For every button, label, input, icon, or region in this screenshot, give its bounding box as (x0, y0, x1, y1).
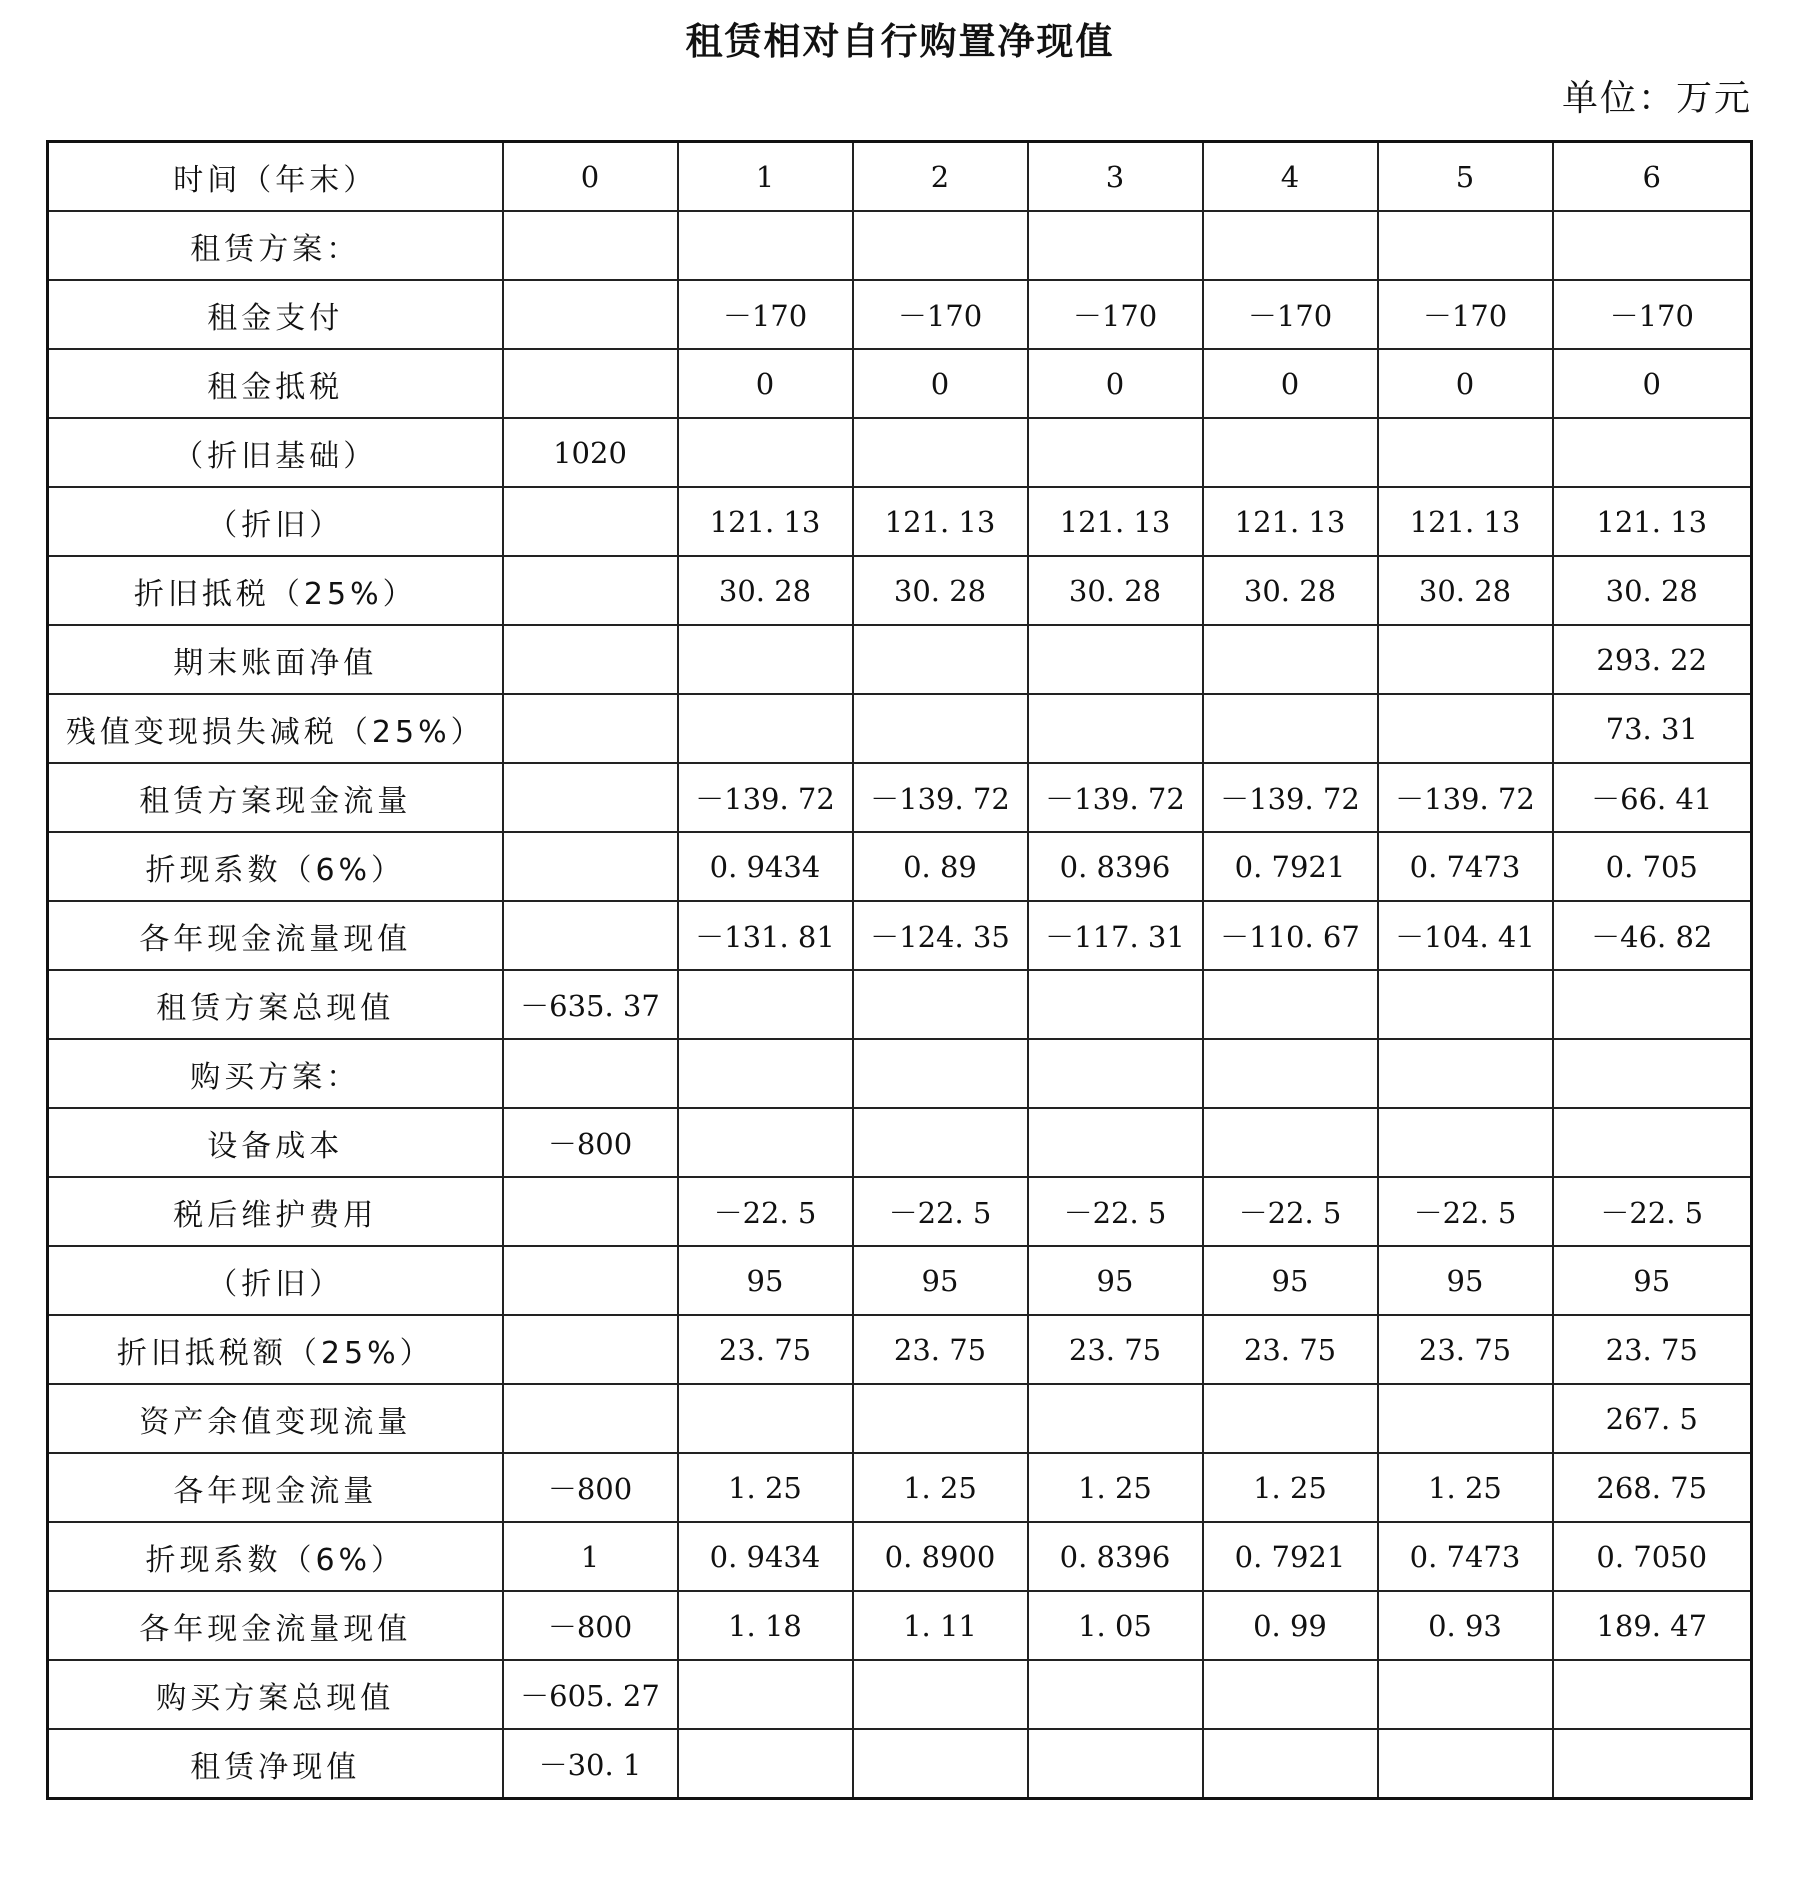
value-cell: 293. 22 (1553, 625, 1752, 694)
value-cell: 0. 9434 (678, 1522, 853, 1591)
value-cell: －139. 72 (853, 763, 1028, 832)
row-label-cell: 设备成本 (48, 1108, 503, 1177)
value-cell: －800 (503, 1108, 678, 1177)
value-cell (503, 280, 678, 349)
value-cell (1378, 1729, 1553, 1799)
value-cell (853, 1108, 1028, 1177)
value-cell: 30. 28 (1378, 556, 1553, 625)
value-cell: 95 (1028, 1246, 1203, 1315)
value-cell: 268. 75 (1553, 1453, 1752, 1522)
value-cell (1203, 694, 1378, 763)
value-cell (853, 1729, 1028, 1799)
row-label-cell: 租赁净现值 (48, 1729, 503, 1799)
header-cell-year: 6 (1553, 142, 1752, 212)
row-label-cell: 资产余值变现流量 (48, 1384, 503, 1453)
value-cell (1553, 1108, 1752, 1177)
value-cell: 1. 18 (678, 1591, 853, 1660)
value-cell: 0. 8900 (853, 1522, 1028, 1591)
value-cell (503, 1177, 678, 1246)
value-cell (503, 694, 678, 763)
value-cell: 0 (1028, 349, 1203, 418)
value-cell (1203, 1660, 1378, 1729)
value-cell (678, 1039, 853, 1108)
value-cell: －139. 72 (678, 763, 853, 832)
value-cell: －46. 82 (1553, 901, 1752, 970)
value-cell: 23. 75 (678, 1315, 853, 1384)
value-cell (853, 1384, 1028, 1453)
row-label-cell: 折旧抵税（25%） (48, 556, 503, 625)
value-cell: 95 (1378, 1246, 1553, 1315)
row-label-cell: （折旧） (48, 1246, 503, 1315)
value-cell: 1 (503, 1522, 678, 1591)
value-cell: 121. 13 (678, 487, 853, 556)
table-row (48, 694, 1752, 763)
npv-table (46, 140, 1753, 1800)
value-cell (1553, 1660, 1752, 1729)
value-cell: －170 (678, 280, 853, 349)
value-cell (503, 349, 678, 418)
value-cell (503, 1315, 678, 1384)
header-cell-year: 0 (503, 142, 678, 212)
table-row (48, 418, 1752, 487)
value-cell (503, 487, 678, 556)
value-cell: 0. 89 (853, 832, 1028, 901)
value-cell (1203, 211, 1378, 280)
header-cell-year: 5 (1378, 142, 1553, 212)
value-cell: 1. 05 (1028, 1591, 1203, 1660)
value-cell (1378, 625, 1553, 694)
value-cell (1028, 211, 1203, 280)
value-cell (1378, 1660, 1553, 1729)
value-cell: 121. 13 (1378, 487, 1553, 556)
value-cell (853, 418, 1028, 487)
header-cell-time: 时间（年末） (48, 142, 503, 212)
table-row (48, 280, 1752, 349)
value-cell: 0. 7473 (1378, 1522, 1553, 1591)
document-title: 租赁相对自行购置净现值 (685, 20, 1115, 63)
row-label-cell: 购买方案总现值 (48, 1660, 503, 1729)
table-row (48, 1384, 1752, 1453)
value-cell (503, 763, 678, 832)
row-label-cell: 残值变现损失减税（25%） (48, 694, 503, 763)
row-label-cell: 折旧抵税额（25%） (48, 1315, 503, 1384)
table-row (48, 349, 1752, 418)
value-cell: －170 (1028, 280, 1203, 349)
value-cell (503, 1384, 678, 1453)
value-cell: －22. 5 (1028, 1177, 1203, 1246)
value-cell: 0. 705 (1553, 832, 1752, 901)
value-cell (678, 1729, 853, 1799)
value-cell: －170 (1553, 280, 1752, 349)
value-cell: 1. 25 (1028, 1453, 1203, 1522)
value-cell (1553, 970, 1752, 1039)
value-cell: 95 (678, 1246, 853, 1315)
value-cell: 23. 75 (1028, 1315, 1203, 1384)
value-cell: 1. 25 (678, 1453, 853, 1522)
value-cell (678, 211, 853, 280)
value-cell: 0. 8396 (1028, 832, 1203, 901)
value-cell: 23. 75 (1203, 1315, 1378, 1384)
value-cell (1028, 694, 1203, 763)
value-cell: 189. 47 (1553, 1591, 1752, 1660)
header-cell-year: 3 (1028, 142, 1203, 212)
value-cell: 30. 28 (1553, 556, 1752, 625)
table-row (48, 1039, 1752, 1108)
value-cell: 30. 28 (1028, 556, 1203, 625)
value-cell: 0 (678, 349, 853, 418)
value-cell: －124. 35 (853, 901, 1028, 970)
value-cell: 121. 13 (1553, 487, 1752, 556)
value-cell: 121. 13 (1028, 487, 1203, 556)
value-cell (1378, 211, 1553, 280)
table-row (48, 1177, 1752, 1246)
value-cell (503, 1039, 678, 1108)
value-cell: －22. 5 (1378, 1177, 1553, 1246)
row-label-cell: （折旧） (48, 487, 503, 556)
row-label-cell: 租金抵税 (48, 349, 503, 418)
row-label-cell: 期末账面净值 (48, 625, 503, 694)
value-cell: －170 (1378, 280, 1553, 349)
value-cell: 0. 7473 (1378, 832, 1553, 901)
value-cell (503, 1246, 678, 1315)
value-cell: －22. 5 (1553, 1177, 1752, 1246)
table-row (48, 970, 1752, 1039)
value-cell (503, 556, 678, 625)
table-row (48, 763, 1752, 832)
value-cell (1028, 1108, 1203, 1177)
value-cell: 1. 11 (853, 1591, 1028, 1660)
value-cell (853, 1660, 1028, 1729)
value-cell: －139. 72 (1203, 763, 1378, 832)
table-row (48, 625, 1752, 694)
value-cell: 0 (1553, 349, 1752, 418)
value-cell (1378, 1384, 1553, 1453)
value-cell: 0. 7921 (1203, 832, 1378, 901)
value-cell: 1. 25 (1378, 1453, 1553, 1522)
value-cell: －170 (1203, 280, 1378, 349)
value-cell: 95 (1553, 1246, 1752, 1315)
value-cell (1203, 970, 1378, 1039)
table-header-row (48, 142, 1752, 212)
value-cell (1203, 1039, 1378, 1108)
row-label-cell: 各年现金流量现值 (48, 901, 503, 970)
value-cell: －635. 37 (503, 970, 678, 1039)
value-cell: 30. 28 (853, 556, 1028, 625)
row-label-cell: 折现系数（6%） (48, 1522, 503, 1591)
value-cell (678, 970, 853, 1039)
value-cell (1378, 1108, 1553, 1177)
row-label-cell: 租赁方案现金流量 (48, 763, 503, 832)
table-row (48, 1108, 1752, 1177)
value-cell: 30. 28 (678, 556, 853, 625)
header-cell-year: 4 (1203, 142, 1378, 212)
value-cell: －605. 27 (503, 1660, 678, 1729)
value-cell: 73. 31 (1553, 694, 1752, 763)
value-cell: －22. 5 (1203, 1177, 1378, 1246)
value-cell: 23. 75 (853, 1315, 1028, 1384)
value-cell: 0 (1203, 349, 1378, 418)
value-cell: －30. 1 (503, 1729, 678, 1799)
value-cell (1203, 1108, 1378, 1177)
value-cell: 0. 7050 (1553, 1522, 1752, 1591)
value-cell: 0. 7921 (1203, 1522, 1378, 1591)
unit-label: 单位：万元 (1561, 78, 1752, 119)
value-cell: 23. 75 (1378, 1315, 1553, 1384)
row-label-cell: 购买方案： (48, 1039, 503, 1108)
table-row (48, 211, 1752, 280)
value-cell: －131. 81 (678, 901, 853, 970)
value-cell: 95 (1203, 1246, 1378, 1315)
table-row (48, 487, 1752, 556)
value-cell (1378, 418, 1553, 487)
table-row (48, 1729, 1752, 1799)
value-cell: 1. 25 (1203, 1453, 1378, 1522)
header-cell-year: 1 (678, 142, 853, 212)
value-cell (853, 211, 1028, 280)
value-cell: －139. 72 (1378, 763, 1553, 832)
value-cell (503, 832, 678, 901)
value-cell: －800 (503, 1453, 678, 1522)
value-cell: 121. 13 (853, 487, 1028, 556)
value-cell (1378, 970, 1553, 1039)
table-row (48, 901, 1752, 970)
value-cell (678, 1384, 853, 1453)
row-label-cell: 折现系数（6%） (48, 832, 503, 901)
table-row (48, 1591, 1752, 1660)
table-row (48, 832, 1752, 901)
value-cell (503, 625, 678, 694)
row-label-cell: 租金支付 (48, 280, 503, 349)
row-label-cell: 租赁方案： (48, 211, 503, 280)
row-label-cell: （折旧基础） (48, 418, 503, 487)
value-cell: 1. 25 (853, 1453, 1028, 1522)
value-cell (1553, 1729, 1752, 1799)
value-cell: －104. 41 (1378, 901, 1553, 970)
value-cell (1028, 1039, 1203, 1108)
value-cell (1028, 1729, 1203, 1799)
value-cell: －22. 5 (678, 1177, 853, 1246)
value-cell: 0. 8396 (1028, 1522, 1203, 1591)
value-cell: 121. 13 (1203, 487, 1378, 556)
value-cell (1553, 418, 1752, 487)
value-cell (1028, 625, 1203, 694)
value-cell (1203, 625, 1378, 694)
table-row (48, 1315, 1752, 1384)
value-cell (853, 970, 1028, 1039)
table-row (48, 1660, 1752, 1729)
value-cell (1553, 211, 1752, 280)
value-cell (853, 625, 1028, 694)
header-cell-year: 2 (853, 142, 1028, 212)
value-cell (1378, 694, 1553, 763)
value-cell (503, 901, 678, 970)
value-cell: －22. 5 (853, 1177, 1028, 1246)
table-row (48, 1522, 1752, 1591)
value-cell: －66. 41 (1553, 763, 1752, 832)
value-cell: 0. 9434 (678, 832, 853, 901)
value-cell: －800 (503, 1591, 678, 1660)
value-cell: 267. 5 (1553, 1384, 1752, 1453)
value-cell (1203, 1729, 1378, 1799)
table-row (48, 1453, 1752, 1522)
value-cell (678, 1660, 853, 1729)
table-row (48, 556, 1752, 625)
value-cell (1028, 970, 1203, 1039)
value-cell (678, 694, 853, 763)
value-cell: 95 (853, 1246, 1028, 1315)
row-label-cell: 各年现金流量 (48, 1453, 503, 1522)
row-label-cell: 租赁方案总现值 (48, 970, 503, 1039)
value-cell: 0. 93 (1378, 1591, 1553, 1660)
value-cell (1028, 418, 1203, 487)
value-cell (1553, 1039, 1752, 1108)
table-row (48, 1246, 1752, 1315)
value-cell: －139. 72 (1028, 763, 1203, 832)
value-cell: －170 (853, 280, 1028, 349)
value-cell: 30. 28 (1203, 556, 1378, 625)
value-cell (678, 1108, 853, 1177)
value-cell (1203, 418, 1378, 487)
value-cell (1378, 1039, 1553, 1108)
value-cell (678, 625, 853, 694)
value-cell: 0 (1378, 349, 1553, 418)
value-cell (1028, 1660, 1203, 1729)
value-cell (853, 1039, 1028, 1108)
value-cell (503, 211, 678, 280)
value-cell (1203, 1384, 1378, 1453)
value-cell: －117. 31 (1028, 901, 1203, 970)
value-cell: 0 (853, 349, 1028, 418)
value-cell: －110. 67 (1203, 901, 1378, 970)
value-cell: 1020 (503, 418, 678, 487)
value-cell (853, 694, 1028, 763)
row-label-cell: 税后维护费用 (48, 1177, 503, 1246)
value-cell (1028, 1384, 1203, 1453)
value-cell: 23. 75 (1553, 1315, 1752, 1384)
value-cell (678, 418, 853, 487)
row-label-cell: 各年现金流量现值 (48, 1591, 503, 1660)
value-cell: 0. 99 (1203, 1591, 1378, 1660)
